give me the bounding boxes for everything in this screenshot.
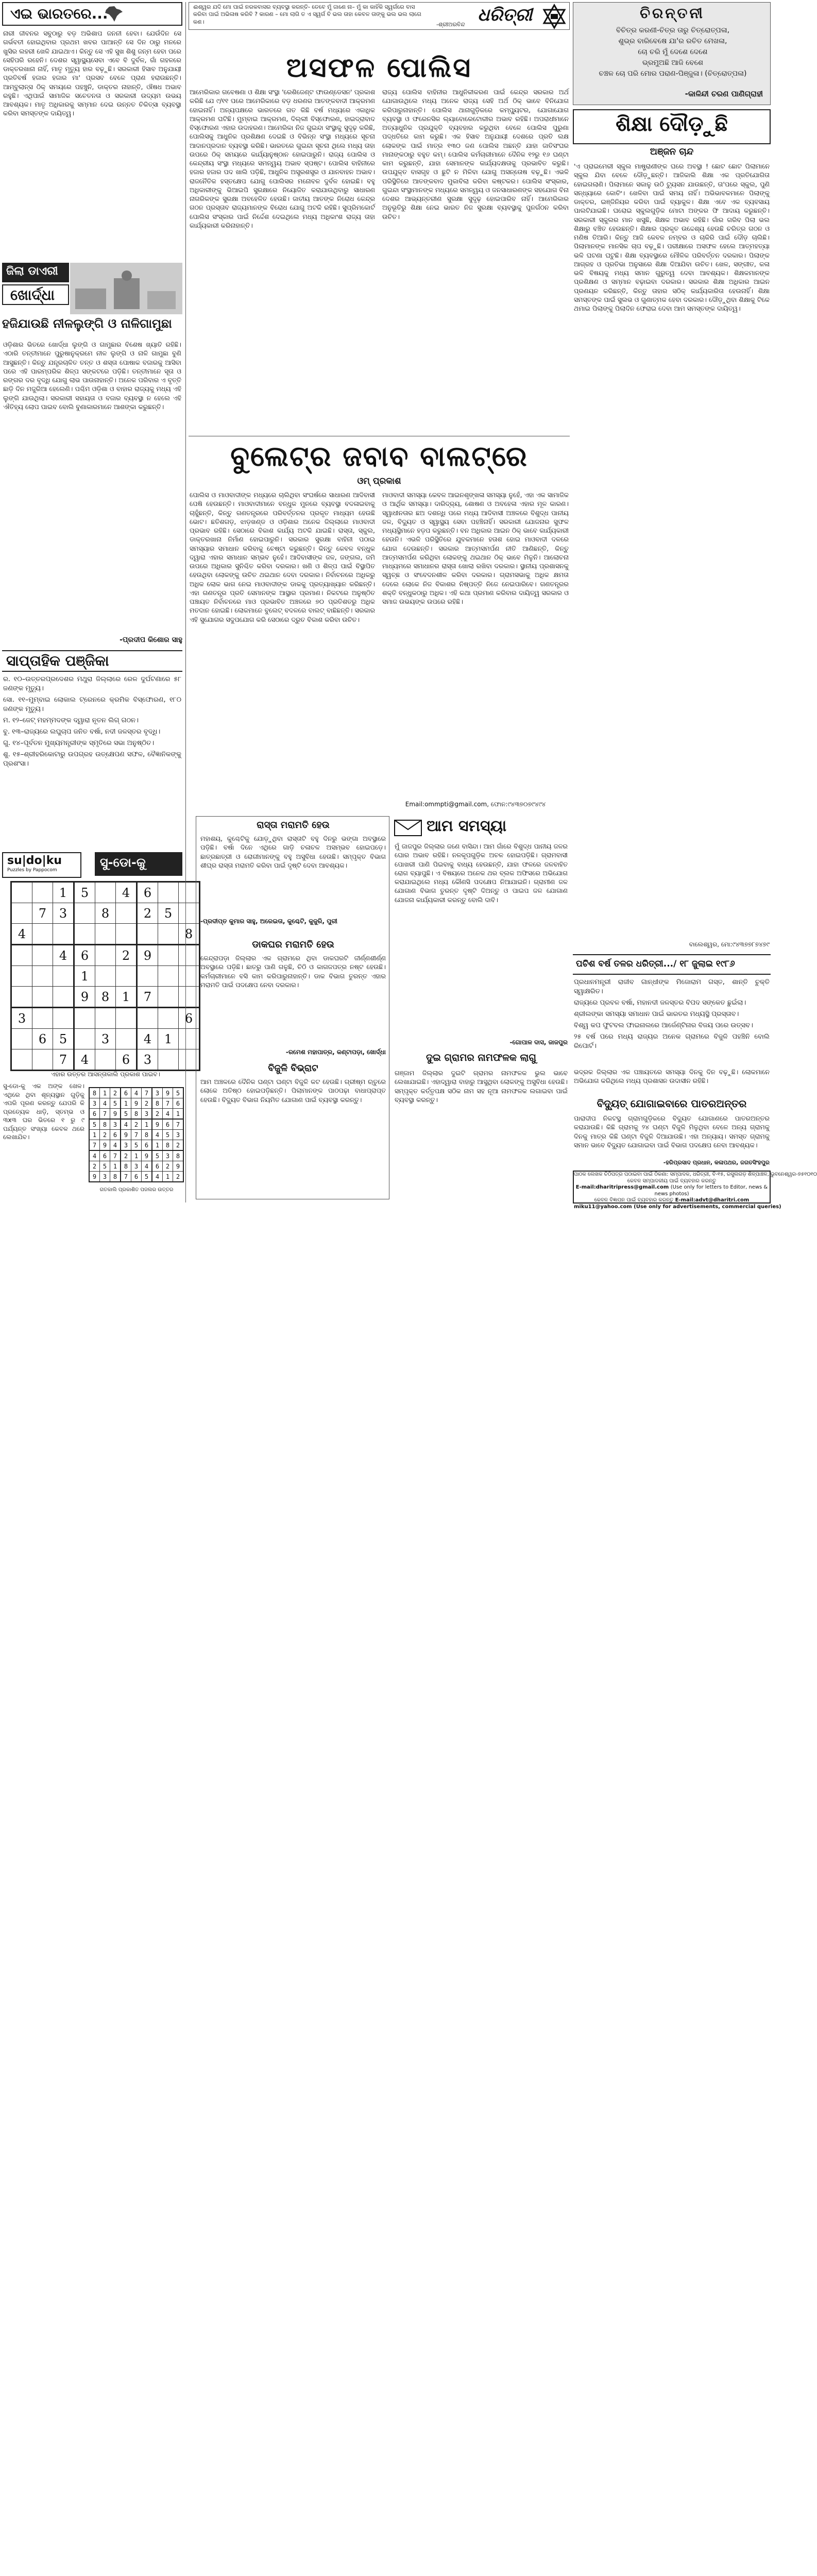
sudoku-cell[interactable] (32, 945, 53, 966)
sudoku-title: ସୁ-ଡୋ-କୁ (95, 852, 182, 876)
panjika-entry: ର. ୧୦–ଉତ୍ତରପ୍ରଦେଶର ମଥୁରା ଜିଲ୍ଲାରେ ରେଳ ଦୁର୍ଘଟଣାରେ ୫୮ ଜଣଙ୍କ ମୃତ୍ୟୁ। (3, 675, 181, 692)
solution-cell: 6 (152, 1161, 163, 1172)
solution-cell: 3 (100, 1172, 110, 1182)
sudoku-cell[interactable]: 1 (158, 1029, 179, 1049)
solution-cell: 7 (173, 1119, 184, 1130)
solution-cell: 5 (121, 1109, 131, 1120)
solution-cell: 3 (89, 1098, 100, 1109)
masthead-logo: ଧରିତ୍ରୀ (478, 5, 533, 25)
solution-cell: 7 (163, 1098, 173, 1109)
solution-row (89, 1161, 183, 1172)
sudoku-cell[interactable] (32, 1049, 53, 1071)
solution-cell: 5 (110, 1098, 121, 1109)
sudoku-cell[interactable]: 2 (116, 945, 137, 966)
solution-cell: 8 (121, 1161, 131, 1172)
sudoku-cell[interactable] (32, 882, 53, 903)
solution-cell: 1 (142, 1119, 152, 1130)
sudoku-cell[interactable]: 8 (95, 987, 116, 1008)
letter-sign: -ପ୍ରଦୀପ୍ତ କୁମାର ସାହୁ, ଅରେଇତା, କୁଶ୍ଚେଟି, କୁଜୁରି, ପୁରୀ (200, 918, 337, 925)
contact-box (573, 1171, 817, 1210)
asaphala-col2: ରାଜ୍ୟ ପୋଲିସ ବାହିନୀର ଆଧୁନିକୀକରଣ ପାଇଁ କେନ୍ଦ୍ର ସରକାର ଅର୍ଥ ଯୋଗାଉଥିଲେ ମଧ୍ୟ ଅନେକ ରାଜ୍ୟ ସେହି ଅର୍ଥ ଠିକ୍ ଭାବେ ବିନିଯୋଗ କରିପାରୁନାହାନ୍ତି। ପୋଲିସ ଥାନାଗୁଡ଼ିକରେ କମ୍ପ୍ୟୁଟର, ଯୋଗାଯୋଗ ବ୍ୟବସ୍ଥା ଓ ଫରେନସିକ ଲ୍ୟାବୋରେଟୋରୀର ଅଭାବ ରହିଛି। ଅପରାଧୀମାନେ ଅତ୍ୟାଧୁନିକ ପ୍ରଯୁକ୍ତି ବ୍ୟବହାର କରୁଥିବା ବେଳେ ପୋଲିସ ପୁରୁଣା ପଦ୍ଧତିରେ କାମ କରୁଛି। ଏକ ହିସାବ ଅନୁଯାୟୀ ଦେଶରେ ପ୍ରତି ଲକ୍ଷ ଲୋକଙ୍କ ପାଇଁ ମାତ୍ର ୧୩୦ ଜଣ ପୋଲିସ ଅଛନ୍ତି ଯାହା ଜାତିସଂଘର ମାନାଙ୍କଠାରୁ ବହୁତ କମ୍। ପୋଲିସ କର୍ମଚାରୀମାନେ ଦୈନିକ ୧୨ରୁ ୧୬ ଘଣ୍ଟା କାମ କରୁଛନ୍ତି, ଯାହା ସେମାନଙ୍କ କାର୍ଯ୍ୟଦକ୍ଷତାକୁ ପ୍ରଭାବିତ କରୁଛି। ଉପଯୁକ୍ତ ବାସଗୃହ ଓ ଛୁଟି ନ ମିଳିବା ଯୋଗୁ ଅସନ୍ତୋଷ ବଢ଼ୁଛି। ଏଭଳି ପରିସ୍ଥିତିରେ ଆତଙ୍କବାଦ ମୁକାବିଲା କରିବା କଷ୍ଟକର। ପୋଲିସ ସଂସ୍କାର, ଗୁଇନ୍ଦା ସଂସ୍ଥାମାନଙ୍କ ମଧ୍ୟରେ ସମନ୍ୱୟ ଓ ଜନସାଧାରଣଙ୍କ ସହଯୋଗ ବିନା ଦେଶର ଆଭ୍ୟନ୍ତରୀଣ ସୁରକ୍ଷା ସୁଦୃଢ଼ ହୋଇପାରିବ ନାହିଁ। ଆମେରିକାର ଅନୁଭୂତିରୁ ଶିକ୍ଷା ନେଇ ଭାରତ ନିଜ ସୁରକ୍ଷା ବ୍ୟବସ୍ଥାକୁ ପୁନର୍ଗଠନ କରିବା ଉଚିତ। (382, 88, 569, 221)
asaphala-headline: ଅସଫଳ ପୋଲିସ (286, 53, 472, 83)
sudoku-solution (89, 1087, 184, 1182)
star-emblem-icon (541, 4, 567, 29)
sudoku-cell[interactable] (116, 966, 137, 987)
panjika-title: ସାପ୍ତାହିକ ପଞ୍ଜିକା (2, 650, 182, 672)
sudoku-cell[interactable]: 8 (179, 924, 200, 945)
contact-ads-note: କେବଳ ବିଜ୍ଞାପନ ପାଇଁ ବ୍ୟବହାର କରନ୍ତୁ E-mail:advt@dharitri.com (594, 1197, 750, 1203)
sudoku-cell[interactable]: 9 (74, 987, 95, 1008)
solution-cell: 3 (121, 1140, 131, 1151)
bulet-headline: ବୁଲେଟ୍‌ର ଜବାବ ବାଲଟ୍‌ରେ (189, 436, 570, 476)
sudoku-cell[interactable]: 6 (116, 1049, 137, 1071)
sudoku-cell[interactable]: 4 (53, 945, 74, 966)
solution-cell: 8 (173, 1150, 184, 1161)
bidyut-intro: ଭଦ୍ରକ ଜିଲ୍ଲାର ଏକ ପଞ୍ଚାୟତରେ ସମସ୍ୟା ଦିନକୁ ଦିନ ବଢ଼ୁଛି। ଲୋକମାନେ ଅଭିଯୋଗ କରିଥିଲେ ମଧ୍ୟ ପ୍ରଶାସନ ଉଦାସୀନ ରହିଛି। (574, 1068, 770, 1085)
solution-cell: 3 (110, 1119, 121, 1130)
solution-cell: 8 (100, 1119, 110, 1130)
solution-row (89, 1109, 183, 1120)
solution-cell: 6 (173, 1098, 184, 1109)
sudoku-cell[interactable] (53, 966, 74, 987)
solution-row (89, 1140, 183, 1151)
sudoku-cell[interactable] (116, 924, 137, 945)
sudoku-cell[interactable]: 4 (74, 1049, 95, 1071)
solution-cell: 1 (173, 1109, 184, 1120)
sudoku-cell[interactable] (11, 987, 32, 1008)
bidyut-body: ପାରାଦୀପ ନିକଟସ୍ଥ ଗ୍ରାମଗୁଡ଼ିକରେ ବିଦ୍ୟୁତ ଯୋଗାଣରେ ପାତରଅନ୍ତର କରାଯାଉଛି। କିଛି ଗ୍ରାମକୁ ୨୪ ଘଣ୍ଟା ବିଜୁଳି ମିଳୁଥିବା ବେଳେ ଅନ୍ୟ ଗ୍ରାମକୁ ଦିନକୁ ମାତ୍ର କିଛି ଘଣ୍ଟା ବିଜୁଳି ଦିଆଯାଉଛି। ଏହା ଅନ୍ୟାୟ। ସମସ୍ତ ଗ୍ରାମକୁ ସମାନ ଭାବେ ବିଦ୍ୟୁତ ଯୋଗାଇବା ପାଇଁ ବିଭାଗ ପଦକ୍ଷେପ ନେବା ଆବଶ୍ୟକ। (574, 1114, 770, 1149)
verse-line: ଚଞ୍ଚଳ ଚୋ ପରି ମୋର ପରାଣ-ପିଞ୍ଜୁଳା। (ଚିତ୍ରୋତ୍ପଳା) (599, 70, 747, 78)
sudoku-cell[interactable]: 4 (11, 924, 32, 945)
solution-row (89, 1119, 183, 1130)
jilla-byline: -ପ୍ରଦୀପ କିଶୋର ସାହୁ (120, 636, 182, 644)
sudoku-cell[interactable] (158, 966, 179, 987)
bulet-col1: ପୋଲିସ ଓ ମାଓବାଦୀଙ୍କ ମଧ୍ୟରେ ଚାଲିଥିବା ସଂଘର୍ଷରେ ସାଧାରଣ ଆଦିବାସୀ ପେଷି ହେଉଛନ୍ତି। ମାଓବାଦୀମାନେ ବନ୍ଧୁକ ମୁନରେ ବ୍ୟବସ୍ଥା ବଦଳାଇବାକୁ ଚାହୁଁଛନ୍ତି, କିନ୍ତୁ ଗଣତନ୍ତ୍ରରେ ପରିବର୍ତ୍ତନର ପ୍ରକୃତ ମାଧ୍ୟମ ହେଉଛି ଭୋଟ। ଛତିଶଗଡ଼, ଝାଡ଼ଖଣ୍ଡ ଓ ଓଡ଼ିଶାର ଅନେକ ଜିଲ୍ଲାରେ ମାଓବାଦୀ ପ୍ରଭାବ ରହିଛି। ସେଠାରେ ବିକାଶ କାର୍ଯ୍ୟ ଅଟକି ଯାଇଛି। ରାସ୍ତା, ସ୍କୁଲ, ଡାକ୍ତରଖାନା ନିର୍ମାଣ ହୋଇପାରୁନି। ସରକାର ସୁରକ୍ଷା ବାହିନୀ ପଠାଇ ସମସ୍ୟାର ସମାଧାନ କରିବାକୁ ଚେଷ୍ଟା କରୁଛନ୍ତି। କିନ୍ତୁ କେବଳ ବନ୍ଧୁକ ଦ୍ୱାରା ଏହାର ସମାଧାନ ସମ୍ଭବ ନୁହେଁ। ଆଦିବାସୀଙ୍କ ଜଳ, ଜଙ୍ଗଲ, ଜମି ଉପରେ ଅଧିକାର ସୁନିଶ୍ଚିତ କରିବା ଦରକାର। ଖଣି ଓ ଶିଳ୍ପ ପାଇଁ ବିସ୍ଥାପିତ ହେଉଥିବା ଲୋକଙ୍କୁ ଉଚିତ ଥଇଥାନ ଦେବା ଦରକାର। ନିର୍ବାଚନରେ ଅଧିକରୁ ଅଧିକ ଲୋକ ଭାଗ ନେଇ ମାଓବାଦୀଙ୍କ ଡାକକୁ ପ୍ରତ୍ୟାଖ୍ୟାନ କରିଛନ୍ତି। ଏହା ଗଣତନ୍ତ୍ର ପ୍ରତି ସେମାନଙ୍କ ଆସ୍ଥାର ପ୍ରମାଣ। ନିକଟରେ ଅନୁଷ୍ଠିତ ପଞ୍ଚାୟତ ନିର୍ବାଚନରେ ମାଓ ପ୍ରଭାବିତ ଅଞ୍ଚଳରେ ୭୦ ପ୍ରତିଶତରୁ ଅଧିକ ମତଦାନ ହୋଇଛି। ଲୋକମାନେ ବୁଲେଟ୍ ବଦଳରେ ବାଲଟ୍ ବାଛିଛନ୍ତି। ସରକାର ଏହି ସୁଯୋଗର ସଦୁପଯୋଗ କରି ସେଠାରେ ଦ୍ରୁତ ବିକାଶ କରିବା ଉଚିତ। (190, 491, 375, 623)
solution-cell: 3 (142, 1109, 152, 1120)
solution-cell: 3 (131, 1161, 142, 1172)
pachisa-list (574, 978, 770, 1065)
shiksha-headline: ଶିକ୍ଷା ଦୌଡ଼ୁଛି (616, 112, 728, 136)
sudoku-row (11, 1029, 200, 1049)
solution-cell: 8 (131, 1109, 142, 1120)
solution-cell: 1 (110, 1161, 121, 1172)
solution-cell: 1 (121, 1098, 131, 1109)
letter-title: ଡାକଘର ମରାମତି ହେଉ (252, 939, 334, 950)
sudoku-cell[interactable] (137, 966, 158, 987)
left-title: ଏଇ ଭାରତରେ... (10, 5, 108, 22)
solution-cell: 5 (173, 1088, 184, 1098)
shiksha-headline-box (573, 109, 771, 144)
left-article-text: ନାରୀ ଜୀବନର ସବୁଠାରୁ ବଡ଼ ଅଭିଶାପ ଜନନୀ ହେବା। ଯେଉଁଦିନ ସେ ଗର୍ଭବତୀ ହୋଇଥିବାର ପ୍ରଥମ ଖବର ପାଆନ୍ତି ସେ ଦିନ ଠାରୁ ମନରେ ଖୁସିର ଲହରୀ ଖେଳି ଯାଇଥାଏ। କିନ୍ତୁ ସେ ଏହି ସୁଖ ଶିଶୁ ଜନ୍ମ ହେବା ପରେ ସେହିପରି ରହେନି। ଦେଶର ସ୍ୱାସ୍ଥ୍ୟସେବା ଏବେ ବି ଦୁର୍ବଳ, ଗାଁ ଗହଳରେ ଡାକ୍ତରଖାନା ନାହିଁ, ମାତୃ ମୃତ୍ୟୁ ହାର ବଢ଼ୁଛି। ସରକାରୀ ହିସାବ ଅନୁଯାୟୀ ପ୍ରତିବର୍ଷ ହଜାର ହଜାର ମା' ପ୍ରସବ ବେଳେ ପ୍ରାଣ ହରାଉଛନ୍ତି। ଆମ୍ବୁଲାନ୍ସ ଠିକ୍ ସମୟରେ ପହଞ୍ଚୁନି, ଡାକ୍ତର ନାହାନ୍ତି, ଔଷଧ ଅଭାବ ରହୁଛି। ଏଥିପାଇଁ ସାମାଜିକ ସଚେତନତା ଓ ସରକାରୀ ଉଦ୍ୟମ ଉଭୟ ଆବଶ୍ୟକ। ମାତୃ ଅଧିକାରକୁ ସମ୍ମାନ ଦେଇ ଉନ୍ନତ ଚିକିତ୍ସା ବ୍ୟବସ୍ଥା କରିବା ସମସ୍ତଙ୍କ ଦାୟିତ୍ୱ। (3, 29, 181, 117)
ama-sign: -ଗୋପାଳ ଦାସ, ଜାଜପୁର (509, 1039, 568, 1046)
sudoku-cell[interactable] (11, 882, 32, 903)
solution-cell: 6 (142, 1140, 152, 1151)
solution-row (89, 1172, 183, 1182)
sudoku-header (2, 852, 182, 876)
solution-cell: 4 (152, 1130, 163, 1140)
solution-cell: 2 (163, 1161, 173, 1172)
verse-line: ଚୋ ଚରି ମୁଁ ଦେଶେ ଦେଶେ (638, 48, 708, 56)
solution-cell: 9 (100, 1140, 110, 1151)
sudoku-logo: su|do|ku Puzzles by Pappocom (2, 852, 81, 878)
left-article (3, 29, 181, 262)
contact-email-yahoo[interactable]: miku11@yahoo.com (Use only for advertisements, commercial queries) (574, 1204, 781, 1210)
solution-cell: 2 (173, 1172, 184, 1182)
solution-cell: 6 (100, 1150, 110, 1161)
sudoku-cell[interactable] (53, 987, 74, 1008)
solution-cell: 2 (142, 1098, 152, 1109)
solution-cell: 9 (131, 1098, 142, 1109)
shiksha-article: 'ଏ ପ୍ରାଇମେରୀ ସ୍କୁଲ ମାଷ୍ଟ୍ରାଣୀଙ୍କ ଘରେ ଅବସ୍ଥା ! ଛୋଟ ଛୋଟ ପିଲାମାନେ ସ୍କୁଲ ଯିବା ବେଳେ ଦୌଡ଼ୁଛନ୍ତି। ଆଜିକାଲି ଶିକ୍ଷା ଏକ ପ୍ରତିଯୋଗିତା ହୋଇଗଲାଣି। ପିଲାମାନେ ସକାଳୁ ଉଠି ଟ୍ୟୁସନ ଯାଉଛନ୍ତି, ତା'ପରେ ସ୍କୁଲ, ପୁଣି ସନ୍ଧ୍ୟାରେ କୋଚିଂ। ଖେଳିବା ପାଇଁ ସମୟ ନାହିଁ। ଅଭିଭାବକମାନେ ପିଲାଙ୍କୁ ଡାକ୍ତର, ଇଞ୍ଜିନିୟର କରିବା ପାଇଁ ବ୍ୟାକୁଳ। ଶିକ୍ଷା ଏବେ ଏକ ବ୍ୟବସାୟ ପାଲଟିଯାଇଛି। ଘରୋଇ ସ୍କୁଲଗୁଡ଼ିକ ମୋଟା ଅଙ୍କର ଫି ଆଦାୟ କରୁଛନ୍ତି। ସରକାରୀ ସ୍କୁଲର ମାନ ଖସୁଛି, ଶିକ୍ଷକ ଅଭାବ ରହିଛି। ଗାଁର ଗରିବ ପିଲା ଭଲ ଶିକ୍ଷାରୁ ବଞ୍ଚିତ ହେଉଛନ୍ତି। ଶିକ୍ଷାର ପ୍ରକୃତ ଉଦ୍ଦେଶ୍ୟ ହେଉଛି ଚରିତ୍ର ଗଠନ ଓ ମଣିଷ ତିଆରି। କିନ୍ତୁ ଆଜି କେବଳ ନମ୍ବର ଓ ଚାକିରି ପାଇଁ ଦୌଡ଼ ଚାଲିଛି। ପିଲାମାନଙ୍କ ମାନସିକ ଚାପ ବଢ଼ୁଛି। ପରୀକ୍ଷାରେ ଅସଫଳ ହେଲେ ଆତ୍ମହତ୍ୟା ଭଳି ଘଟଣା ଘଟୁଛି। ଶିକ୍ଷା ବ୍ୟବସ୍ଥାରେ ମୌଳିକ ପରିବର୍ତ୍ତନ ଦରକାର। ପିଲାଙ୍କ ଆଗ୍ରହ ଓ ପ୍ରତିଭା ଅନୁସାରେ ଶିକ୍ଷା ଦିଆଯିବା ଉଚିତ। ଖେଳ, ସଙ୍ଗୀତ, କଳା ଭଳି ବିଷୟକୁ ମଧ୍ୟ ସମାନ ଗୁରୁତ୍ୱ ଦେବା ଆବଶ୍ୟକ। ଶିକ୍ଷକମାନଙ୍କ ପ୍ରଶିକ୍ଷଣ ଓ ସମ୍ମାନ ବଢ଼ାଇବା ଦରକାର। ସରକାର ଶିକ୍ଷା ଅଧିକାର ଆଇନ ପ୍ରଣୟନ କରିଛନ୍ତି, କିନ୍ତୁ ତାହାର ସଠିକ୍ କାର୍ଯ୍ୟକାରିତା ହେଉନାହିଁ। ଶିକ୍ଷା ସମସ୍ତଙ୍କ ପାଇଁ ସୁଲଭ ଓ ଗୁଣାତ୍ମକ ହେବା ଦରକାର। ଦୌଡ଼ୁଥିବା ଶିକ୍ଷାକୁ ଟିକେ ଥମାଇ ପିଲାଙ୍କୁ ପିଲାଦିନ ଫେରାଇ ଦେବା ଆମ ସମସ୍ତଙ୍କ ଦାୟିତ୍ୱ। (574, 162, 770, 312)
left-title-bar (2, 2, 182, 26)
letter-body: ମହାଶୟ, କୁଶ୍ଚେଟିକୁ ଯୋଡ଼ୁଥିବା ରାସ୍ତାଟି ବହୁ ଦିନରୁ ଭଙ୍ଗା ଅବସ୍ଥାରେ ପଡ଼ିଛି। ବର୍ଷା ଦିନେ ଏଥିରେ ଗାଡ଼ି ଚଳାଚଳ ଅସମ୍ଭବ ହୋଇପଡ଼େ। ଛାତ୍ରଛାତ୍ରୀ ଓ ରୋଗୀମାନଙ୍କୁ ବହୁ ଅସୁବିଧା ହେଉଛି। ସମ୍ପୃକ୍ତ ବିଭାଗ ଶୀଘ୍ର ରାସ୍ତା ମରାମତି କରିବା ପାଇଁ ଦୃଷ୍ଟି ଦେବା ଆବଶ୍ୟକ। (200, 835, 386, 869)
solution-cell: 7 (121, 1172, 131, 1182)
sudoku-row (11, 903, 200, 924)
pachisa-item: ୨୫ ବର୍ଷ ପରେ ମଧ୍ୟ ରାଜ୍ୟର ଅନେକ ଗ୍ରାମରେ ବିଜୁଳି ପହଞ୍ଚିନି ବୋଲି ରିପୋର୍ଟ। (574, 1032, 770, 1050)
letter-body: ଆମ ଅଞ୍ଚଳରେ ଦୈନିକ ଘଣ୍ଟା ଘଣ୍ଟା ବିଜୁଳି କଟ ହେଉଛି। ଗ୍ରୀଷ୍ମ ଋତୁରେ ଲୋକେ ଅତିଷ୍ଠ ହୋଇପଡ଼ିଛନ୍ତି। ପିଲାମାନଙ୍କ ପାଠପଢ଼ା ବାଧାପ୍ରାପ୍ତ ହେଉଛି। ବିଦ୍ୟୁତ ବିଭାଗ ନିୟମିତ ଯୋଗାଣ ପାଇଁ ବ୍ୟବସ୍ଥା କରନ୍ତୁ। (200, 1078, 386, 1104)
sudoku-cell[interactable]: 3 (137, 1049, 158, 1071)
sudoku-cell[interactable] (95, 1008, 116, 1029)
solution-cell: 5 (152, 1150, 163, 1161)
sudoku-row (11, 1008, 200, 1029)
solution-cell: 7 (100, 1109, 110, 1120)
solution-cell: 4 (163, 1109, 173, 1120)
sudoku-cell[interactable]: 6 (74, 945, 95, 966)
sudoku-cell[interactable]: 7 (137, 987, 158, 1008)
sudoku-cell[interactable]: 7 (32, 903, 53, 924)
solution-cell: 5 (163, 1130, 173, 1140)
pachisa-item: ବିଶ୍ୱ କପ ଫୁଟବଲ ଫାଇନାଲରେ ଆର୍ଜେଣ୍ଟିନାର ବିଜୟ ପରେ ଉତ୍ସବ। (574, 1021, 753, 1029)
sudoku-cell[interactable]: 1 (74, 966, 95, 987)
sudoku-cell[interactable]: 5 (158, 903, 179, 924)
sudoku-answer-note: ଏହାର ଉତ୍ତର ଆସନ୍ତାକାଲି ପ୍ରକାଶ ପାଇବ। (51, 1071, 160, 1078)
solution-cell: 4 (121, 1119, 131, 1130)
sudoku-solution-wrap (89, 1087, 184, 1185)
sudoku-cell[interactable]: 4 (116, 882, 137, 903)
panjika-list (3, 675, 181, 845)
sudoku-cell[interactable]: 4 (137, 1029, 158, 1049)
solution-cell: 1 (163, 1172, 173, 1182)
sudoku-cell[interactable]: 1 (116, 987, 137, 1008)
jilla-photo (70, 263, 182, 314)
chirantani-poet: -କାଳିନ୍ଦୀ ଚରଣ ପାଣିଗ୍ରାହୀ (685, 89, 763, 98)
sudoku-cell[interactable] (53, 924, 74, 945)
solution-cell: 4 (152, 1172, 163, 1182)
panjika-entry: ବୁ. ୧୩–ରାଜ୍ୟରେ ଲଘୁଚାପ ଜନିତ ବର୍ଷା, ନଦୀ ଜଳସ୍ତର ବୃଦ୍ଧି। (3, 727, 161, 736)
solution-cell: 3 (163, 1150, 173, 1161)
solution-cell: 8 (152, 1098, 163, 1109)
sudoku-cell[interactable] (74, 924, 95, 945)
solution-cell: 4 (110, 1140, 121, 1151)
sudoku-cell[interactable] (95, 1049, 116, 1071)
sudoku-cell[interactable] (32, 1008, 53, 1029)
masthead (189, 2, 570, 30)
sudoku-row (11, 1049, 200, 1071)
sudoku-cell[interactable] (11, 966, 32, 987)
sudoku-solution-caption: ଗତକାଲି ପ୍ରକାଶିତ ପଜଲର ଉତ୍ତର (99, 1187, 174, 1193)
panjika-entry: ମ. ୧୨–ଜେଟ୍ ମହମ୍ମଦଙ୍କ ଦ୍ୱାରା ନୂତନ ଲିଗ୍ ଗଠନ। (3, 716, 139, 724)
sudoku-row (11, 987, 200, 1008)
solution-cell: 7 (110, 1150, 121, 1161)
solution-cell: 5 (131, 1140, 142, 1151)
solution-cell: 9 (110, 1109, 121, 1120)
solution-cell: 9 (121, 1130, 131, 1140)
contact-address: ପାଠକ ଲେଖକ ଚିଠିପତ୍ର ପଠାଇବା ପାଇଁ ଠିକଣା: ସମ୍ପାଦକ, ଧରିତ୍ରୀ, ବି-୧୫, ରସୁଲଗଡ଼ ଶିଳ୍ପାଞ୍ଚଳ, ଭୁବନେଶ୍ୱର-୭୫୧୦୧୦ (574, 1172, 817, 1177)
solution-cell: 2 (131, 1119, 142, 1130)
bulet-col2: ମାଓବାଦୀ ସମସ୍ୟା କେବଳ ଆଇନଶୃଙ୍ଖଳା ସମସ୍ୟା ନୁହେଁ, ଏହା ଏକ ସାମାଜିକ ଓ ଆର୍ଥିକ ସମସ୍ୟା। ଦାରିଦ୍ର୍ୟ, ଶୋଷଣ ଓ ଅବହେଳା ଏହାର ମୂଳ କାରଣ। ସ୍ୱାଧୀନତାର ଛଅ ଦଶନ୍ଧି ପରେ ମଧ୍ୟ ଆଦିବାସୀ ଅଞ୍ଚଳରେ ବିଶୁଦ୍ଧ ପାନୀୟ ଜଳ, ବିଦ୍ୟୁତ ଓ ସ୍ୱାସ୍ଥ୍ୟ ସେବା ପହଞ୍ଚିନାହିଁ। ସରକାରୀ ଯୋଜନାର ସୁଫଳ ମଧ୍ୟସ୍ଥିମାନେ ହଡ଼ପ କରୁଛନ୍ତି। ବନ ଅଧିକାର ଆଇନ ଠିକ୍ ଭାବେ କାର୍ଯ୍ୟକାରୀ ହେଉନି। ଏଭଳି ପରିସ୍ଥିତିରେ ଯୁବକମାନେ ହତାଶ ହୋଇ ମାଓବାଦୀ ଦଳରେ ଯୋଗ ଦେଉଛନ୍ତି। ସରକାର ଆତ୍ମସମର୍ପଣ ନୀତି ଆଣିଛନ୍ତି, କିନ୍ତୁ ଆତ୍ମସମର୍ପଣ କରିଥିବା ଲୋକଙ୍କୁ ଥଇଥାନ ଠିକ୍ ଭାବେ ମିଳୁନି। ଆଲୋଚନା ମାଧ୍ୟମରେ ସମାଧାନର ରାସ୍ତା ଖୋଲା ରଖିବା ଦରକାର। ସ୍ଥାନୀୟ ପ୍ରଶାସନକୁ ସ୍ୱଚ୍ଛ ଓ ସଂବେଦନଶୀଳ କରିବା ଦରକାର। ଗ୍ରାମସଭାକୁ ଅଧିକ କ୍ଷମତା ଦେଲେ ଲୋକେ ନିଜ ବିକାଶର ନିଷ୍ପତ୍ତି ନିଜେ ନେଇପାରିବେ। ଗଣତନ୍ତ୍ରର ଶକ୍ତି ବନ୍ଧୁକଠାରୁ ଅଧିକ। ଏହି କଥା ପ୍ରମାଣ କରିବାର ଦାୟିତ୍ୱ ସରକାର ଓ ସମାଜ ଉଭୟଙ୍କ ଉପରେ ରହିଛି। (382, 491, 569, 605)
sudoku-row (11, 966, 200, 987)
sudoku-cell[interactable] (11, 945, 32, 966)
sudoku-cell[interactable] (74, 1029, 95, 1049)
sudoku-cell[interactable] (158, 924, 179, 945)
sudoku-cell[interactable] (95, 966, 116, 987)
solution-cell: 4 (89, 1150, 100, 1161)
sudoku-cell[interactable]: 3 (53, 903, 74, 924)
panjika-entry: ସୋ. ୧୧–ମୁମ୍ବାଇ ଲୋକାଲ ଟ୍ରେନରେ କ୍ରମିକ ବିସ୍ଫୋରଣ, ୧୮୦ ଜଣଙ୍କ ମୃତ୍ୟୁ। (3, 696, 181, 713)
sudoku-cell[interactable] (158, 1008, 179, 1029)
sudoku-cell[interactable]: 5 (53, 1029, 74, 1049)
sudoku-instructions: ସୁ-ଡୋ-କୁ ଏକ ଅଙ୍କ ଖେଳ। ଏଥିରେ ଥିବା ଶୂନ୍ୟସ୍ଥାନ ଗୁଡ଼ିକୁ ଏପରି ପୂରଣ କରନ୍ତୁ ଯେପରି କି ପ୍ରତ୍ୟେକ ଧାଡ଼ି, ସ୍ତମ୍ଭ ଓ ୩x୩ ଘର ଭିତରେ ୧ ରୁ ୯ ପର୍ଯ୍ୟନ୍ତ ସଂଖ୍ୟା କେବଳ ଥରେ ଲେଖାଯିବ। (3, 1082, 84, 1141)
solution-cell: 1 (100, 1088, 110, 1098)
solution-row (89, 1098, 183, 1109)
letter-sign: -ରମେଶ ମହାପାତ୍ର, କଣ୍ଟାପଡ଼ା, ଖୋର୍ଦ୍ଧା (285, 1048, 386, 1056)
solution-cell: 5 (142, 1172, 152, 1182)
solution-cell: 5 (89, 1119, 100, 1130)
sudoku-cell[interactable] (158, 987, 179, 1008)
sudoku-cell[interactable] (116, 903, 137, 924)
solution-cell: 8 (110, 1172, 121, 1182)
solution-cell: 6 (163, 1119, 173, 1130)
solution-cell: 2 (121, 1150, 131, 1161)
solution-row (89, 1088, 183, 1098)
solution-cell: 3 (173, 1130, 184, 1140)
sudoku-cell[interactable] (158, 1049, 179, 1071)
pachisa-item: ପ୍ରଧାନମନ୍ତ୍ରୀ ରାଜୀବ ଗାନ୍ଧୀଙ୍କ ମିଜୋରାମ ଗସ୍ତ, ଶାନ୍ତି ଚୁକ୍ତି ସ୍ୱାକ୍ଷରିତ। (574, 978, 770, 995)
solution-cell: 6 (131, 1172, 142, 1182)
solution-cell: 2 (100, 1130, 110, 1140)
bulet-contact: Email:ommpti@gmail.com, ଫୋନ:୯୪୩୭୦୭୯୪୯୪ (405, 801, 546, 808)
solution-cell: 7 (142, 1088, 152, 1098)
sudoku-cell[interactable] (137, 924, 158, 945)
sudoku-cell[interactable] (11, 1049, 32, 1071)
shiksha-address: ବାଲେଶ୍ୱର, ମୋ:୯୪୩୭୭୮୭୪୭୯ (689, 941, 770, 948)
shiksha-author: ଅଞ୍ଜନ ଚାନ୍ଦ (650, 146, 694, 157)
divider (185, 2, 186, 1202)
jilla-article-text: ଓଡ଼ିଶାର ଭିତରେ ଖୋର୍ଦ୍ଧା ଲୁଙ୍ଗି ଓ ଗାମୁଛାର ବିଶେଷ ଖ୍ୟାତି ରହିଛି। ଏଠାରି ତନ୍ତୀମାନେ ପୁରୁଷାନୁକ୍ରମେ ନୀଳ ଲୁଙ୍ଗି ଓ ନାଳି ଗାମୁଛା ବୁଣି ଆସୁଛନ୍ତି। କିନ୍ତୁ ଯନ୍ତ୍ରଚାଳିତ ତନ୍ତ ଓ ଶସ୍ତା ପୋଷାକ ବଜାରକୁ ଆସିବା ପରେ ଏହି ପାରମ୍ପରିକ ଶିଳ୍ପ ସଙ୍କଟରେ ପଡ଼ିଛି। ତନ୍ତୀମାନେ ସୂତା ଓ ରଙ୍ଗର ଦର ବୃଦ୍ଧି ଯୋଗୁ ଲାଭ ପାଉନାହାନ୍ତି। ଅନେକ ପରିବାର ଏ ବୃତ୍ତି ଛାଡ଼ି ଦିନ ମଜୁରିଆ ହେଲେଣି। ପଶ୍ଚିମ ଓଡ଼ିଶା ଓ ବାହାର ରାଜ୍ୟକୁ ମଧ୍ୟ ଏହି ଲୁଙ୍ଗି ଯାଉଥିଲା। ସରକାରୀ ସହାୟତା ଓ ବଜାର ବ୍ୟବସ୍ଥା ନ ହେଲେ ଏହି ଐତିହ୍ୟ ଲୋପ ପାଇବ ବୋଲି ବୁଣାକାରମାନେ ଆଶଙ୍କା କରୁଛନ୍ତି। (3, 341, 181, 411)
sudoku-row (11, 882, 200, 903)
solution-cell: 9 (163, 1088, 173, 1098)
solution-cell: 8 (142, 1130, 152, 1140)
sudoku-cell[interactable] (95, 945, 116, 966)
ama-title: ଆମ ସମସ୍ୟା (427, 817, 507, 835)
sudoku-cell[interactable] (158, 945, 179, 966)
solution-cell: 8 (163, 1140, 173, 1151)
solution-cell: 6 (110, 1130, 121, 1140)
sudoku-cell[interactable]: 6 (137, 882, 158, 903)
solution-cell: 8 (89, 1088, 100, 1098)
solution-row (89, 1150, 183, 1161)
solution-cell: 9 (89, 1172, 100, 1182)
masthead-quote: ଈଶ୍ୱର ଯଦି ମୋ ପାଇଁ ନରକବାସର ବ୍ୟବସ୍ଥା କରନ୍ତି- ତେବେ ମୁଁ ଜାଣେ ନା– ମୁଁ କା କାହିଁକି ସ୍ୱର୍ଗରେ ବାସ କରିବା ପାଇଁ ଅଭିଳାଷ କରିବି ? କାରଣ – ମୋ ଲାଗି ତ ଏ ସ୍ୱର୍ଗ ବି ଭଲ ତାହା କେବଳ ତାଙ୍କୁ ଭଲ ଭଲ ଲାଗେ କଣ। (193, 4, 421, 25)
solution-cell: 9 (173, 1161, 184, 1172)
solution-cell: 7 (131, 1130, 142, 1140)
sudoku-cell[interactable]: 1 (53, 882, 74, 903)
verse-line: ଶୁଭ୍ର ବାରିବେଷେ ଯା'ର ରଚିତ ମେଖଳା, (618, 37, 727, 45)
sudoku-grid-wrap (10, 881, 201, 1072)
solution-cell: 2 (173, 1140, 184, 1151)
india-map-icon (103, 6, 124, 23)
panjika-entry: ଶୁ. ୧୫–ଶ୍ରୀହରିକୋଟାରୁ ଉପଗ୍ରହ ଉତ୍କ୍ଷେପଣ ସଫଳ, ବୈଜ୍ଞାନିକଙ୍କୁ ପ୍ରଶଂସା। (3, 750, 181, 768)
solution-cell: 4 (100, 1098, 110, 1109)
contact-email-advt[interactable]: E-mail:advt@dharitri.com (675, 1197, 750, 1203)
bulet-author: ଓମ୍ ପ୍ରକାଶ (357, 476, 401, 486)
sudoku-cell[interactable] (116, 1029, 137, 1049)
district-name: ଖୋର୍ଦ୍ଧା (2, 284, 69, 305)
letters-panel (196, 816, 389, 1199)
sudoku-cell[interactable]: 2 (137, 903, 158, 924)
verse-line: ବିଚିତ୍ର କରଣୀ-ଚିତ୍ର ତାରୁ ଚିତ୍ରୋତ୍ପଳା, (616, 26, 730, 35)
sudoku-cell[interactable] (74, 903, 95, 924)
sudoku-cell[interactable] (11, 1029, 32, 1049)
solution-cell: 6 (121, 1088, 131, 1098)
solution-cell: 5 (100, 1161, 110, 1172)
sudoku-cell[interactable] (137, 1008, 158, 1029)
sudoku-cell[interactable] (53, 1008, 74, 1029)
jilla-headline: ହଜିଯାଉଛି ନୀଳଲୁଙ୍ଗି ଓ ନାଳିଗାମୁଛା (2, 316, 172, 331)
jilla-article (3, 340, 181, 634)
envelope-icon (394, 818, 422, 837)
sudoku-cell[interactable]: 6 (32, 1029, 53, 1049)
chirantani-verse (577, 25, 768, 86)
sudoku-cell[interactable] (95, 924, 116, 945)
solution-cell: 1 (131, 1150, 142, 1161)
pachisa-header: ପଚିଶ ବର୍ଷ ତଳର ଧରିତ୍ରୀ.../ ୧୮ ଜୁଲାଇ ୧୯୮୬ (573, 954, 771, 975)
pachisa-item: ଶ୍ରୀଲଙ୍କା ସମସ୍ୟା ସମାଧାନ ପାଇଁ ଭାରତର ମଧ୍ୟସ୍ଥି ପ୍ରସ୍ତାବ। (574, 1010, 739, 1018)
contact-editorial-note: କେବଳ ସମ୍ପାଦକୀୟ ପାଇଁ ବ୍ୟବହାର କରନ୍ତୁ (627, 1178, 717, 1184)
chirantani-title: ଚିରନ୍ତନୀ (640, 5, 705, 22)
jilla-label: ଜିଲା ଡାଏରୀ (2, 263, 69, 282)
ama-sub-title: ଦୁଇ ଗ୍ରାମର ନାମଫଳକ ଲାଗୁ (426, 1052, 536, 1063)
ama-header (394, 816, 569, 839)
sudoku-grid (10, 881, 200, 1071)
sudoku-cell[interactable]: 5 (74, 882, 95, 903)
sudoku-cell[interactable] (158, 882, 179, 903)
sudoku-cell[interactable]: 3 (95, 1029, 116, 1049)
sudoku-cell[interactable]: 9 (137, 945, 158, 966)
sudoku-cell[interactable]: 3 (11, 1008, 32, 1029)
solution-cell: 2 (152, 1109, 163, 1120)
solution-cell: 1 (89, 1130, 100, 1140)
masthead-quote-author: -ଶ୍ରୀଅରବିନ୍ଦ (436, 21, 465, 28)
solution-cell: 9 (152, 1119, 163, 1130)
panjika-entry: ଗୁ. ୧୪–ପୂର୍ବତନ ମୁଖ୍ୟମନ୍ତ୍ରୀଙ୍କ ସ୍ମୃତିରେ ସଭା ଅନୁଷ୍ଠିତ। (3, 739, 155, 747)
solution-row (89, 1130, 183, 1140)
sudoku-cell[interactable]: 7 (53, 1049, 74, 1071)
letter-body: କେନ୍ଦ୍ରାପଡ଼ା ଜିଲ୍ଲାର ଏକ ଗ୍ରାମରେ ଥିବା ଡାକଘରଟି ଜୀର୍ଣ୍ଣଶୀର୍ଣ୍ଣ ଅବସ୍ଥାରେ ପଡ଼ିଛି। ଛାତରୁ ପାଣି ଗଳୁଛି, ଚିଠି ଓ କାଗଜପତ୍ର ନଷ୍ଟ ହେଉଛି। କର୍ମଚାରୀମାନେ ବସି କାମ କରିପାରୁନାହାନ୍ତି। ଡାକ ବିଭାଗ ତୁରନ୍ତ ଏହାର ମରାମତି ପାଇଁ ପଦକ୍ଷେପ ନେବା ଦରକାର। (200, 954, 386, 989)
solution-cell: 6 (89, 1109, 100, 1120)
sudoku-row (11, 924, 200, 945)
sudoku-cell[interactable] (32, 987, 53, 1008)
ama-sub-body: ଗଞ୍ଜାମ ଜିଲ୍ଲାର ଦୁଇଟି ଗ୍ରାମର ନାମଫଳକ ଭୁଲ ଭାବେ ଲେଖାଯାଇଛି। ଏହାଦ୍ୱାରା ବାହାରୁ ଆସୁଥିବା ଲୋକଙ୍କୁ ଅସୁବିଧା ହେଉଛି। ସମ୍ପୃକ୍ତ କର୍ତ୍ତୃପକ୍ଷ ସଠିକ ନାମ ସହ ନୂଆ ନାମଫଳକ ଲଗାଇବା ପାଇଁ ବ୍ୟବସ୍ଥା କରନ୍ତୁ। (395, 1069, 568, 1104)
sudoku-cell[interactable] (95, 882, 116, 903)
sudoku-cell[interactable]: 8 (95, 903, 116, 924)
solution-cell: 2 (110, 1088, 121, 1098)
solution-cell: 2 (89, 1161, 100, 1172)
bidyut-sign: -ହରିପ୍ରସାଦ ପ୍ରଧାନ, କଳାପଥର, ଜଗତସିଂହପୁର (663, 1159, 770, 1166)
sudoku-row (11, 945, 200, 966)
asaphala-col1: ଆମେରିକାର ଗବେଷଣା ଓ ଶିକ୍ଷା ସଂସ୍ଥା 'ରେଶିଜେଣ୍ଟ ଫାଉଣ୍ଡେସନ' ପ୍ରକାଶ କରିଛି ଯେ ୯/୧୧ ପରେ ଆମେରିକାରେ ବଡ଼ ଧରଣର ଆତଙ୍କବାଦୀ ଆକ୍ରମଣ ହୋଇନାହିଁ। ଅନ୍ୟପକ୍ଷରେ ଭାରତରେ ଗତ କିଛି ବର୍ଷ ମଧ୍ୟରେ ଏକାଧିକ ଆକ୍ରମଣ ଘଟିଛି। ମୁମ୍ବାଇ ଆକ୍ରମଣ, ଦିଲ୍ଲୀ ବିସ୍ଫୋରଣ, ହାଇଦ୍ରାବାଦ ବିସ୍ଫୋରଣ ଏହାର ଉଦାହରଣ। ଆମେରିକା ନିଜ ଗୁଇନ୍ଦା ସଂସ୍ଥାକୁ ସୁଦୃଢ଼ କରିଛି, ପୋଲିସକୁ ଆଧୁନିକ ପ୍ରଶିକ୍ଷଣ ଦେଇଛି ଓ ବିଭିନ୍ନ ସଂସ୍ଥା ମଧ୍ୟରେ ସୂଚନା ଆଦାନପ୍ରଦାନ ବ୍ୟବସ୍ଥା କରିଛି। ଭାରତରେ ଗୁଇନ୍ଦା ସୂଚନା ଥିଲେ ମଧ୍ୟ ତାହା ଉପରେ ଠିକ୍ ସମୟରେ କାର୍ଯ୍ୟାନୁଷ୍ଠାନ ହୋଇପାରୁନି। ରାଜ୍ୟ ପୋଲିସ ଓ କେନ୍ଦ୍ରୀୟ ସଂସ୍ଥା ମଧ୍ୟରେ ସମନ୍ୱୟ ଅଭାବ ସ୍ପଷ୍ଟ। ପୋଲିସ ବାହିନୀରେ ହଜାର ହଜାର ପଦ ଖାଲି ପଡ଼ିଛି, ଆଧୁନିକ ଅସ୍ତ୍ରଶସ୍ତ୍ର ଓ ଯାନବାହନ ଅଭାବ। ରାଜନୈତିକ ହସ୍ତକ୍ଷେପ ଯୋଗୁ ପୋଲିସର ମନୋବଳ ଦୁର୍ବଳ ହୋଇଛି। ବହୁ ଅଧିକାରୀଙ୍କୁ ଭିଆଇପି ସୁରକ୍ଷାରେ ନିୟୋଜିତ କରାଯାଉଥିବାରୁ ସାଧାରଣ ନାଗରିକଙ୍କ ସୁରକ୍ଷା ଅବହେଳିତ ହେଉଛି। ଜାତୀୟ ଆତଙ୍କ ନିରୋଧ କେନ୍ଦ୍ର ଗଠନ ପ୍ରସ୍ତାବ ରାଜ୍ୟମାନଙ୍କ ବିରୋଧ ଯୋଗୁ ଅଟକି ରହିଛି। ସୁପ୍ରିମକୋର୍ଟ ପୋଲିସ ସଂସ୍କାର ପାଇଁ ନିର୍ଦ୍ଦେଶ ଦେଇଥିଲେ ମଧ୍ୟ ଅଧିକାଂଶ ରାଜ୍ୟ ତାହା କାର୍ଯ୍ୟକାରୀ କରିନାହାନ୍ତି। (190, 88, 375, 229)
sudoku-cell[interactable] (116, 1008, 137, 1029)
letter-title: ବିଜୁଳି ବିଭ୍ରାଟ (268, 1063, 318, 1074)
pachisa-item: ରାଜ୍ୟରେ ପ୍ରବଳ ବର୍ଷା, ମହାନଦୀ ଜଳସ୍ତର ବିପଦ ସଙ୍କେତ ଛୁଇଁଲା। (574, 998, 746, 1007)
solution-cell: 4 (142, 1161, 152, 1172)
chirantani-box (573, 2, 771, 105)
sudoku-cell[interactable] (11, 903, 32, 924)
letter-title: ରାସ୍ତା ମରାମତି ହେଉ (257, 820, 330, 831)
bidyut-title: ବିଦ୍ୟୁତ୍ ଯୋଗାଇବାରେ ପାତରଅନ୍ତର (597, 1097, 747, 1110)
sudoku-cell[interactable]: 6 (179, 1008, 200, 1029)
ama-body: ମୁଁ ଜାଜପୁର ଜିଲ୍ଲାର ଜଣେ ବାସିନ୍ଦା। ଆମ ଗାଁରେ ବିଶୁଦ୍ଧ ପାନୀୟ ଜଳର ଘୋର ଅଭାବ ରହିଛି। ନଳକୂପଗୁଡ଼ିକ ଅଚଳ ହୋଇପଡ଼ିଛି। ଗ୍ରାମବାସୀ ପୋଖରୀ ପାଣି ପିଇବାକୁ ବାଧ୍ୟ ହେଉଛନ୍ତି, ଯାହା ଫଳରେ ଜଳବାହିତ ରୋଗ ବ୍ୟାପୁଛି। ଏ ବିଷୟରେ ଅନେକ ଥର ବ୍ଲକ ଅଫିସରେ ଅଭିଯୋଗ କରାଯାଇଥିଲେ ମଧ୍ୟ କୌଣସି ପଦକ୍ଷେପ ନିଆଯାଇନି। ଗ୍ରାମୀଣ ଜଳ ଯୋଗାଣ ବିଭାଗ ତୁରନ୍ତ ଦୃଷ୍ଟି ଦିଅନ୍ତୁ ଓ ପାଇପ ଜଳ ଯୋଗାଣ ଯୋଜନା କାର୍ଯ୍ୟକାରୀ କରନ୍ତୁ ବୋଲି ଦାବି। (395, 842, 568, 904)
solution-cell: 9 (142, 1150, 152, 1161)
solution-cell: 3 (152, 1088, 163, 1098)
sudoku-cell[interactable] (32, 924, 53, 945)
sudoku-cell[interactable] (32, 966, 53, 987)
solution-cell: 7 (89, 1140, 100, 1151)
verse-line: ଭ୍ରମୁଅଛି ଆଜି ବେଶେ (642, 59, 704, 67)
solution-cell: 4 (131, 1088, 142, 1098)
solution-cell: 1 (152, 1140, 163, 1151)
contact-email-editor[interactable]: E-mail:dharitripress@gmail.com (Use only for letters to Editor, news & news photos) (575, 1184, 768, 1197)
sudoku-cell[interactable] (74, 1008, 95, 1029)
